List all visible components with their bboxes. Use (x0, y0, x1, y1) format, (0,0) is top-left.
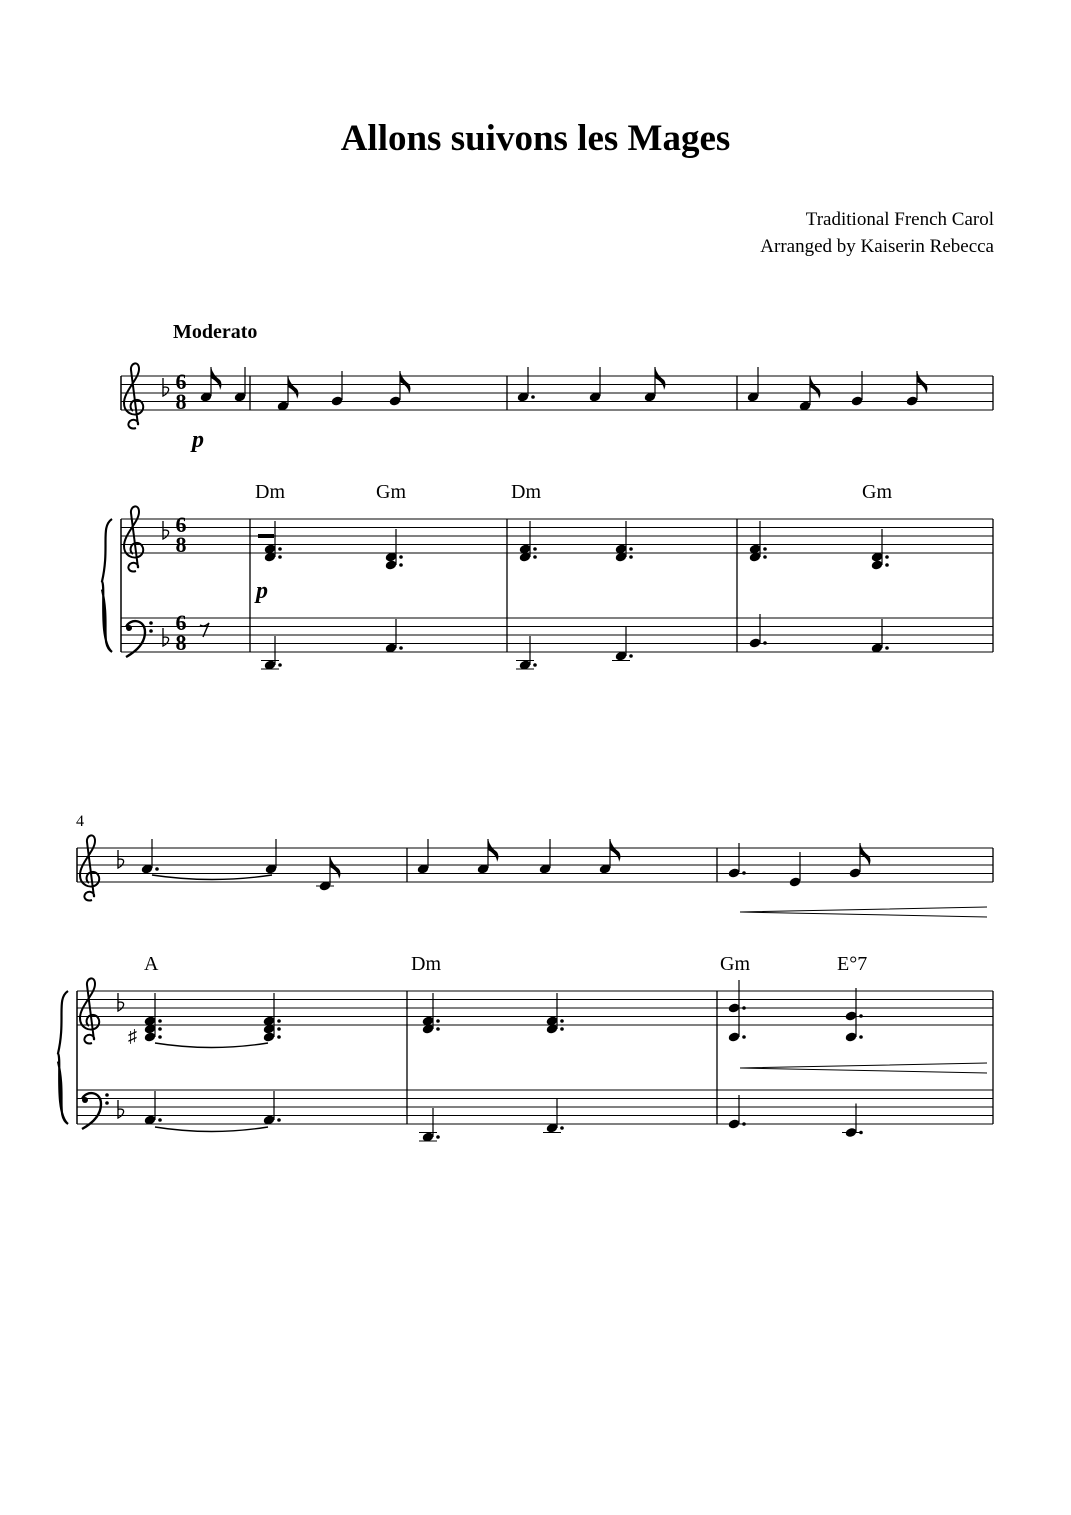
chord-symbol: Dm (511, 481, 541, 503)
chord-symbol: A (144, 953, 159, 975)
flag (860, 843, 871, 866)
bass-clef-dot (82, 1097, 88, 1103)
sharp-icon: ♯ (128, 1026, 137, 1046)
tempo-marking: Moderato (173, 321, 258, 343)
brace-icon (102, 519, 112, 652)
dot (560, 1019, 564, 1023)
dot (742, 1006, 746, 1010)
chord-symbol: Gm (862, 481, 892, 503)
dot (629, 547, 633, 551)
dynamic-piano: p (256, 578, 268, 604)
flag (211, 367, 222, 390)
arranger-line: Arranged by Kaiserin Rebecca (760, 236, 994, 257)
dot (436, 1019, 440, 1023)
time-sig-num: 6 (175, 369, 187, 394)
dot (277, 1118, 281, 1122)
score-text (76, 321, 892, 975)
dot (158, 1027, 162, 1031)
time-sig-num: 6 (175, 610, 187, 635)
dot (859, 1035, 863, 1039)
flag (810, 376, 821, 399)
bass-clef-dot (105, 1093, 109, 1097)
dot (763, 555, 767, 559)
dot (560, 1027, 564, 1031)
treble-clef-icon (80, 978, 99, 1043)
dot (742, 871, 746, 875)
flag (288, 376, 299, 399)
treble-clef-icon (124, 363, 143, 428)
flag (488, 839, 499, 862)
dot (158, 1035, 162, 1039)
bass-clef-dot (105, 1101, 109, 1105)
measure-number: 4 (76, 813, 84, 830)
dot (885, 646, 889, 650)
chord-symbol: Dm (411, 953, 441, 975)
brace-icon (58, 991, 68, 1124)
dot (158, 1118, 162, 1122)
dot (399, 646, 403, 650)
tie (152, 875, 272, 880)
dynamic-voice: p (192, 427, 204, 453)
dot (629, 654, 633, 658)
treble-clef-icon (124, 506, 143, 571)
crescendo-hairpin (740, 907, 987, 917)
flag (655, 367, 666, 390)
dot (278, 663, 282, 667)
chord-symbol: Dm (255, 481, 285, 503)
time-sig-num: 6 (175, 512, 187, 537)
dot (277, 1019, 281, 1023)
whole-rest (258, 534, 274, 538)
bass-clef-dot (126, 625, 132, 631)
time-sig-den: 8 (175, 389, 187, 414)
crescendo-hairpin (740, 1063, 987, 1073)
dot (533, 663, 537, 667)
dot (629, 555, 633, 559)
score-title: Allons suivons les Mages (340, 118, 731, 159)
dot (742, 1122, 746, 1126)
bass-clef-dot (149, 621, 153, 625)
chord-symbol: E°7 (837, 953, 868, 975)
composer-line: Traditional French Carol (805, 209, 994, 230)
bass-clef-dot (149, 629, 153, 633)
time-sig-den: 8 (175, 532, 187, 557)
dot (560, 1126, 564, 1130)
chord-symbol: Gm (376, 481, 406, 503)
tie (155, 1043, 268, 1048)
flag (400, 371, 411, 394)
dot (436, 1135, 440, 1139)
treble-clef-icon (80, 835, 99, 900)
dot (742, 1035, 746, 1039)
dot (436, 1027, 440, 1031)
dot (885, 555, 889, 559)
dot (278, 547, 282, 551)
dot (763, 547, 767, 551)
dot (399, 563, 403, 567)
flag (610, 839, 621, 862)
chord-symbol: Gm (720, 953, 750, 975)
dot (399, 555, 403, 559)
dot (277, 1035, 281, 1039)
tie (155, 1127, 268, 1132)
dot (763, 641, 767, 645)
dot (158, 1019, 162, 1023)
dot (859, 1014, 863, 1018)
dot (885, 563, 889, 567)
dot (531, 395, 535, 399)
dot (277, 1027, 281, 1031)
dot (155, 867, 159, 871)
flag (917, 371, 928, 394)
time-sig-den: 8 (175, 630, 187, 655)
flag (330, 856, 341, 879)
dot (533, 547, 537, 551)
dot (533, 555, 537, 559)
dot (278, 555, 282, 559)
